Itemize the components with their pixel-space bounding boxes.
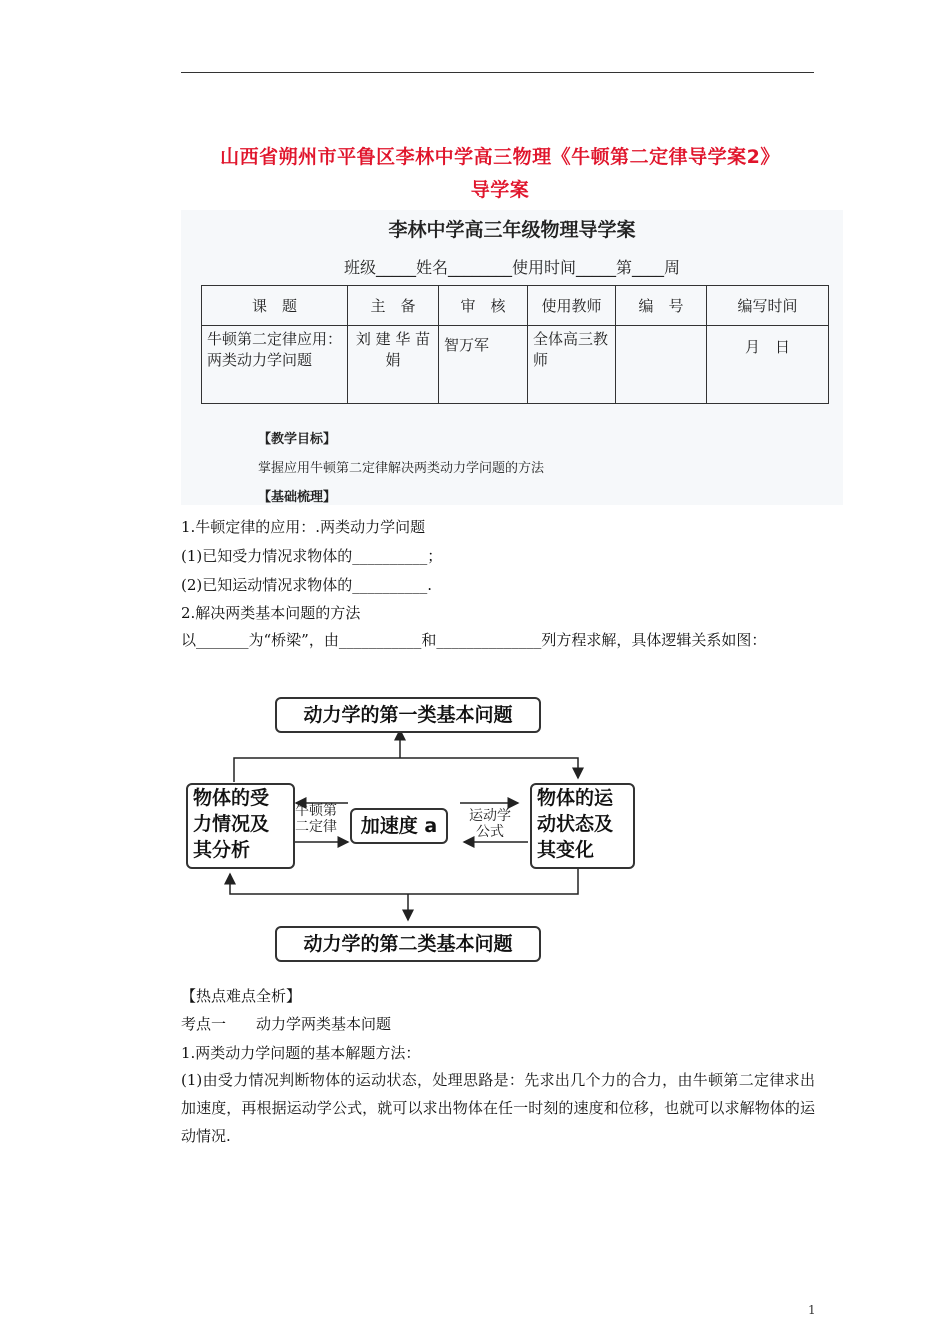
body-line: 1.牛顿定律的应用：.两类动力学问题 (181, 518, 426, 536)
body-line: (1)已知受力情况求物体的__________； (181, 547, 443, 565)
goal-heading: 【教学目标】 (258, 432, 337, 447)
connector-top (234, 758, 578, 782)
kinematics-label (462, 808, 518, 840)
document-title: 山西省朔州市平鲁区李林中学高三物理《牛顿第二定律导学案2》 (220, 146, 780, 168)
sheet-title: 李林中学高三年级物理导学案 (388, 219, 636, 241)
body-paragraph: 以_______为“桥梁”，由___________和______________列方程求解，具体逻辑关系如图： (181, 631, 767, 649)
header-cell: 编写时间 (707, 286, 829, 326)
box-line: 物体的受 (193, 787, 270, 809)
acceleration-box: 加速度 a (350, 808, 448, 844)
connector-bottom (230, 868, 578, 894)
info-table (201, 285, 829, 404)
page-number: 1 (808, 1303, 816, 1317)
table-cell: 智万军 (439, 326, 528, 404)
method-paragraph: (1)由受力情况判断物体的运动状态，处理思路是：先求出几个力的合力，由牛顿第二定律求出加速度，再根据运动学公式，就可以求出物体在任一时刻的速度和位移，也就可以求解物体的运动情况. (181, 1071, 815, 1145)
table-cell: 刘 建 华 苗娟 (348, 326, 439, 404)
header-cell: 审 核 (439, 286, 528, 326)
hot-heading: 【热点难点全析】 (181, 987, 302, 1005)
box-line: 物体的运 (537, 787, 614, 809)
header-cell: 主 备 (348, 286, 439, 326)
newton-law-label (290, 803, 342, 835)
box-line: 其变化 (537, 839, 595, 861)
info-table-row (202, 326, 829, 404)
force-analysis-box (186, 783, 295, 869)
exam-point: 考点一 动力学两类基本问题 (181, 1015, 392, 1033)
method-heading: 1.两类动力学问题的基本解题方法： (181, 1044, 421, 1062)
goal-text: 掌握应用牛顿第二定律解决两类动力学问题的方法 (258, 461, 545, 476)
label-line: 运动学 (469, 808, 511, 824)
sheet-info-line: 班级_____姓名________使用时间_____第____周 (343, 258, 680, 277)
header-cell: 使用教师 (528, 286, 616, 326)
table-cell: 牛顿第二定律应用：两类动力学问题 (202, 326, 348, 404)
box-line: 力情况及 (193, 813, 270, 835)
label-line: 二定律 (295, 819, 337, 835)
box-line: 其分析 (193, 839, 251, 861)
label-line: 牛顿第 (295, 803, 337, 819)
header-rule (181, 72, 814, 73)
table-cell: 全体高三教师 (528, 326, 616, 404)
motion-state-box (530, 783, 635, 869)
body-line: (2)已知运动情况求物体的__________. (181, 576, 433, 594)
first-problem-box: 动力学的第一类基本问题 (275, 697, 541, 733)
basics-heading: 【基础梳理】 (258, 490, 337, 505)
header-cell: 编 号 (616, 286, 707, 326)
box-line: 动状态及 (537, 813, 614, 835)
header-cell: 课 题 (202, 286, 348, 326)
body-line: 2.解决两类基本问题的方法 (181, 604, 361, 622)
document-title-line2: 导学案 (470, 179, 530, 201)
table-cell: 月 日 (707, 326, 829, 404)
info-table-header-row (202, 286, 829, 326)
table-cell (616, 326, 707, 404)
second-problem-box: 动力学的第二类基本问题 (275, 926, 541, 962)
label-line: 公式 (476, 824, 504, 840)
